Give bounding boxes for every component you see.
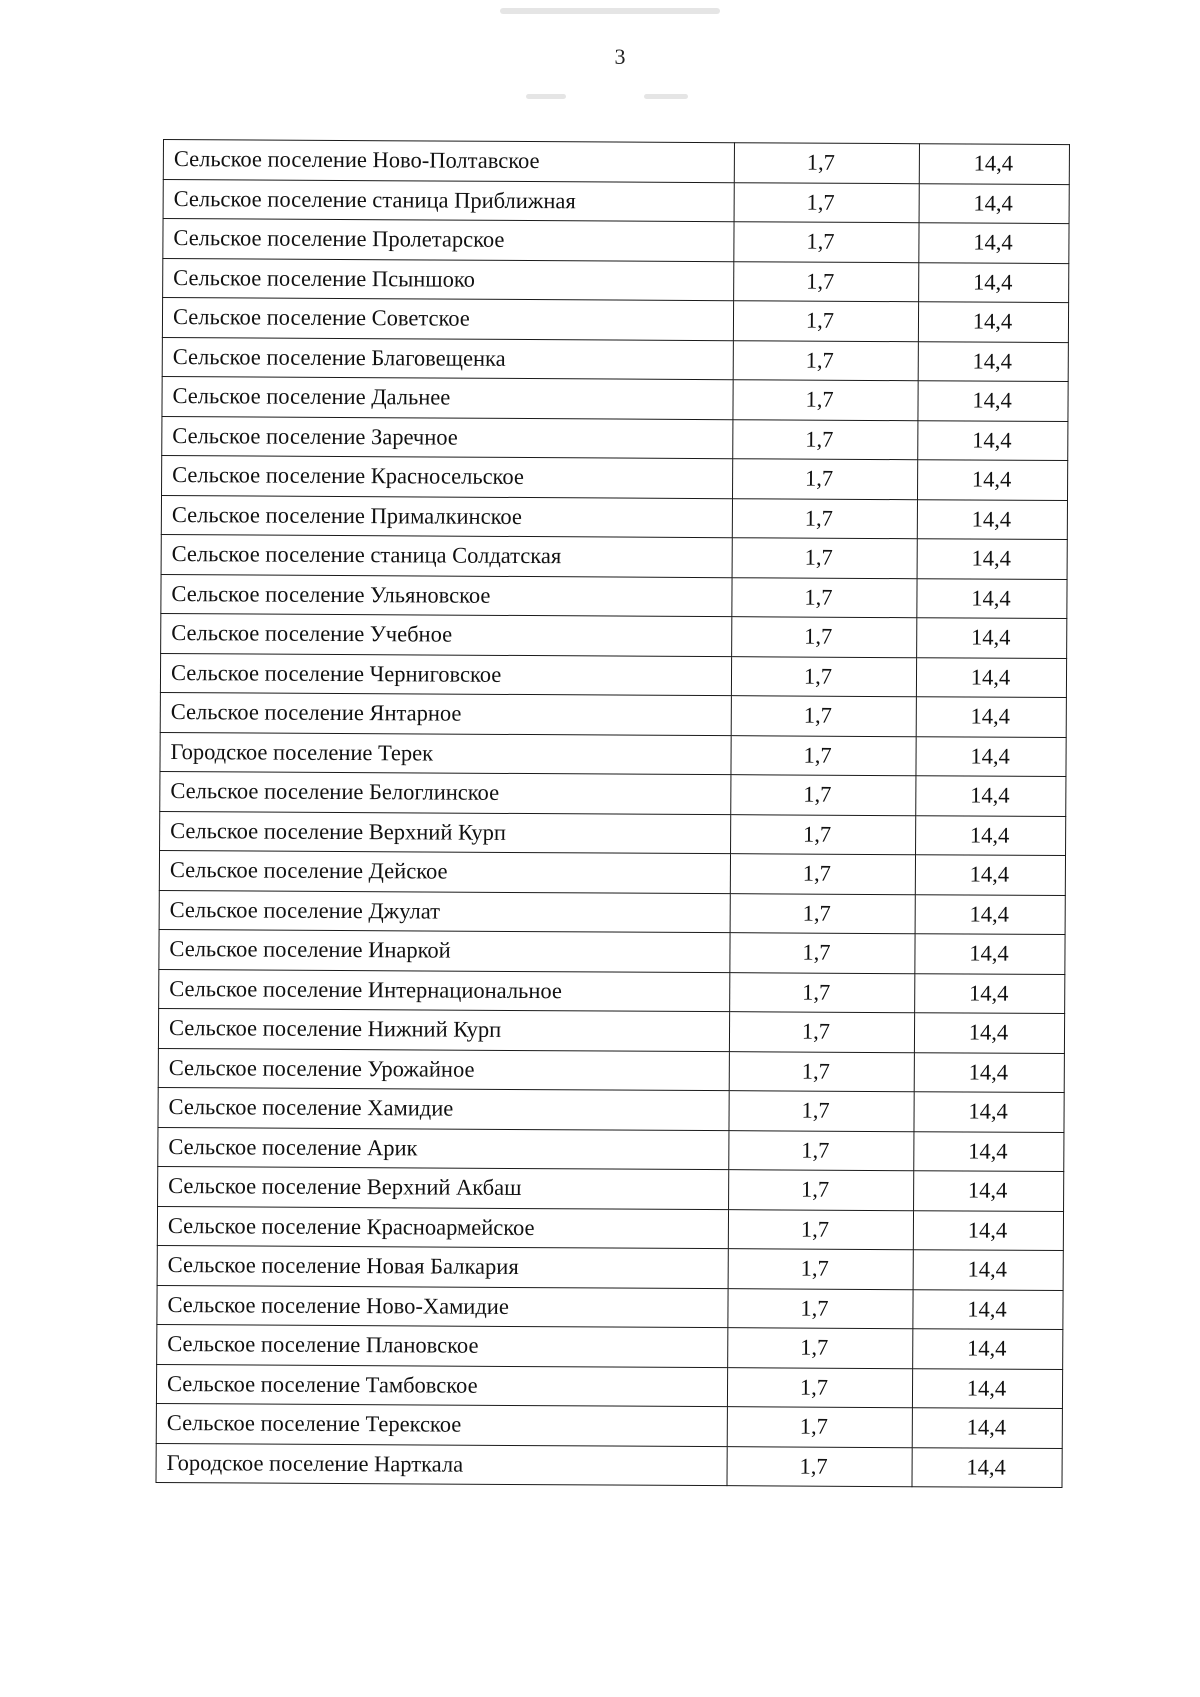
value-a-cell: 1,7	[729, 1170, 914, 1211]
table-row	[160, 771, 1066, 816]
value-a-cell: 1,7	[728, 1328, 913, 1369]
settlement-name-cell: Сельское поселение Терекское	[156, 1403, 727, 1446]
scan-artifact-top	[500, 8, 720, 14]
value-a-cell: 1,7	[729, 1051, 914, 1092]
settlement-name-cell: Сельское поселение Советское	[162, 298, 733, 341]
value-b-cell: 14,4	[914, 1092, 1064, 1132]
value-a-cell: 1,7	[730, 933, 915, 974]
settlement-name-cell: Сельское поселение Новая Балкария	[157, 1245, 728, 1288]
settlement-name-cell: Сельское поселение Тамбовское	[156, 1364, 727, 1407]
table-row	[162, 455, 1068, 500]
table-row	[163, 219, 1069, 264]
settlement-name-cell: Сельское поселение Верхний Акбаш	[158, 1166, 729, 1209]
settlement-name-cell: Сельское поселение Арик	[158, 1127, 729, 1170]
value-a-cell: 1,7	[734, 182, 919, 223]
value-b-cell: 14,4	[917, 499, 1067, 539]
value-b-cell: 14,4	[914, 1171, 1064, 1211]
value-b-cell: 14,4	[919, 183, 1069, 223]
value-b-cell: 14,4	[914, 1131, 1064, 1171]
table-row	[161, 613, 1067, 658]
value-b-cell: 14,4	[916, 697, 1066, 737]
settlement-name-cell: Сельское поселение Заречное	[162, 416, 733, 459]
table-row	[161, 534, 1067, 579]
value-a-cell: 1,7	[733, 419, 918, 460]
settlement-name-cell: Городское поселение Терек	[160, 732, 731, 775]
settlement-name-cell: Сельское поселение Прималкинское	[161, 495, 732, 538]
value-b-cell: 14,4	[914, 1052, 1064, 1092]
value-a-cell: 1,7	[732, 617, 917, 658]
settlement-name-cell: Сельское поселение станица Солдатская	[161, 534, 732, 577]
value-b-cell: 14,4	[913, 1289, 1063, 1329]
value-a-cell: 1,7	[734, 222, 919, 263]
settlement-name-cell: Сельское поселение Ново-Хамидие	[157, 1285, 728, 1328]
settlement-name-cell: Сельское поселение Черниговское	[160, 653, 731, 696]
table-row	[163, 140, 1069, 185]
settlement-name-cell: Городское поселение Нарткала	[156, 1443, 727, 1486]
settlement-name-cell: Сельское поселение Псыншоко	[163, 258, 734, 301]
table-body	[156, 140, 1069, 1488]
value-a-cell: 1,7	[732, 498, 917, 539]
value-b-cell: 14,4	[915, 973, 1065, 1013]
table-row	[161, 495, 1067, 540]
settlement-name-cell: Сельское поселение станица Приближная	[163, 179, 734, 222]
value-a-cell: 1,7	[727, 1407, 912, 1448]
table-row	[158, 1048, 1064, 1093]
settlement-name-cell: Сельское поселение Благовещенка	[162, 337, 733, 380]
table-row	[163, 179, 1069, 224]
value-b-cell: 14,4	[915, 894, 1065, 934]
value-a-cell: 1,7	[734, 143, 919, 184]
value-a-cell: 1,7	[729, 1130, 914, 1171]
value-a-cell: 1,7	[729, 1091, 914, 1132]
settlement-name-cell: Сельское поселение Ульяновское	[161, 574, 732, 617]
value-a-cell: 1,7	[733, 301, 918, 342]
table-row	[158, 1008, 1064, 1053]
settlement-name-cell: Сельское поселение Урожайное	[158, 1048, 729, 1091]
value-b-cell: 14,4	[918, 302, 1068, 342]
value-a-cell: 1,7	[731, 775, 916, 816]
value-a-cell: 1,7	[732, 577, 917, 618]
table-row	[161, 574, 1067, 619]
value-b-cell: 14,4	[917, 618, 1067, 658]
settlement-name-cell: Сельское поселение Верхний Курп	[160, 811, 731, 854]
value-b-cell: 14,4	[916, 736, 1066, 776]
value-b-cell: 14,4	[918, 341, 1068, 381]
value-a-cell: 1,7	[728, 1209, 913, 1250]
value-b-cell: 14,4	[916, 776, 1066, 816]
table-row	[162, 298, 1068, 343]
table-row	[157, 1206, 1063, 1251]
value-b-cell: 14,4	[912, 1447, 1062, 1487]
settlement-name-cell: Сельское поселение Дальнее	[162, 376, 733, 419]
value-b-cell: 14,4	[918, 381, 1068, 421]
value-b-cell: 14,4	[918, 420, 1068, 460]
table-row	[159, 969, 1065, 1014]
settlements-table	[155, 139, 1069, 1488]
table-row	[158, 1166, 1064, 1211]
page-number: 3	[614, 44, 626, 69]
value-a-cell: 1,7	[731, 735, 916, 776]
table-row	[157, 1324, 1063, 1369]
table-row	[160, 811, 1066, 856]
value-a-cell: 1,7	[731, 814, 916, 855]
value-b-cell: 14,4	[913, 1329, 1063, 1369]
value-a-cell: 1,7	[730, 972, 915, 1013]
settlement-name-cell: Сельское поселение Белоглинское	[160, 771, 731, 814]
value-b-cell: 14,4	[919, 223, 1069, 263]
value-b-cell: 14,4	[912, 1408, 1062, 1448]
table-row	[156, 1403, 1062, 1448]
value-b-cell: 14,4	[915, 855, 1065, 895]
value-a-cell: 1,7	[728, 1288, 913, 1329]
value-b-cell: 14,4	[917, 539, 1067, 579]
table-row	[158, 1087, 1064, 1132]
settlement-name-cell: Сельское поселение Хамидие	[158, 1087, 729, 1130]
table-row	[156, 1364, 1062, 1409]
value-a-cell: 1,7	[732, 538, 917, 579]
value-b-cell: 14,4	[914, 1013, 1064, 1053]
settlement-name-cell: Сельское поселение Дейское	[159, 850, 730, 893]
value-b-cell: 14,4	[917, 578, 1067, 618]
table-row	[159, 850, 1065, 895]
table-row	[160, 732, 1066, 777]
table-row	[157, 1285, 1063, 1330]
table-row	[159, 890, 1065, 935]
settlement-name-cell: Сельское поселение Нижний Курп	[158, 1008, 729, 1051]
settlement-name-cell: Сельское поселение Красносельское	[162, 455, 733, 498]
settlement-name-cell: Сельское поселение Янтарное	[160, 692, 731, 735]
value-a-cell: 1,7	[733, 459, 918, 500]
value-a-cell: 1,7	[729, 1012, 914, 1053]
settlement-name-cell: Сельское поселение Красноармейское	[157, 1206, 728, 1249]
value-b-cell: 14,4	[916, 657, 1066, 697]
value-a-cell: 1,7	[730, 854, 915, 895]
value-b-cell: 14,4	[916, 815, 1066, 855]
value-b-cell: 14,4	[915, 934, 1065, 974]
settlement-name-cell: Сельское поселение Ново-Полтавское	[163, 140, 734, 183]
table-row	[156, 1443, 1062, 1488]
table-row	[162, 416, 1068, 461]
table-row	[158, 1127, 1064, 1172]
settlement-name-cell: Сельское поселение Пролетарское	[163, 219, 734, 262]
value-a-cell: 1,7	[734, 261, 919, 302]
value-b-cell: 14,4	[913, 1210, 1063, 1250]
table-row	[162, 337, 1068, 382]
settlement-name-cell: Сельское поселение Джулат	[159, 890, 730, 933]
value-a-cell: 1,7	[731, 656, 916, 697]
value-a-cell: 1,7	[733, 340, 918, 381]
table-row	[162, 376, 1068, 421]
value-a-cell: 1,7	[730, 893, 915, 934]
table-row	[160, 653, 1066, 698]
value-b-cell: 14,4	[917, 460, 1067, 500]
value-a-cell: 1,7	[728, 1249, 913, 1290]
value-b-cell: 14,4	[919, 262, 1069, 302]
value-a-cell: 1,7	[733, 380, 918, 421]
settlement-name-cell: Сельское поселение Инаркой	[159, 929, 730, 972]
value-b-cell: 14,4	[919, 144, 1069, 184]
value-b-cell: 14,4	[913, 1250, 1063, 1290]
scan-artifact-mid-left	[526, 94, 566, 99]
table-row	[160, 692, 1066, 737]
table-row	[163, 258, 1069, 303]
table-row	[157, 1245, 1063, 1290]
value-a-cell: 1,7	[731, 696, 916, 737]
value-a-cell: 1,7	[727, 1367, 912, 1408]
table-row	[159, 929, 1065, 974]
scan-artifact-mid-right	[644, 94, 688, 99]
settlement-name-cell: Сельское поселение Учебное	[161, 613, 732, 656]
value-b-cell: 14,4	[912, 1368, 1062, 1408]
settlement-name-cell: Сельское поселение Плановское	[157, 1324, 728, 1367]
settlement-name-cell: Сельское поселение Интернациональное	[159, 969, 730, 1012]
value-a-cell: 1,7	[727, 1446, 912, 1487]
